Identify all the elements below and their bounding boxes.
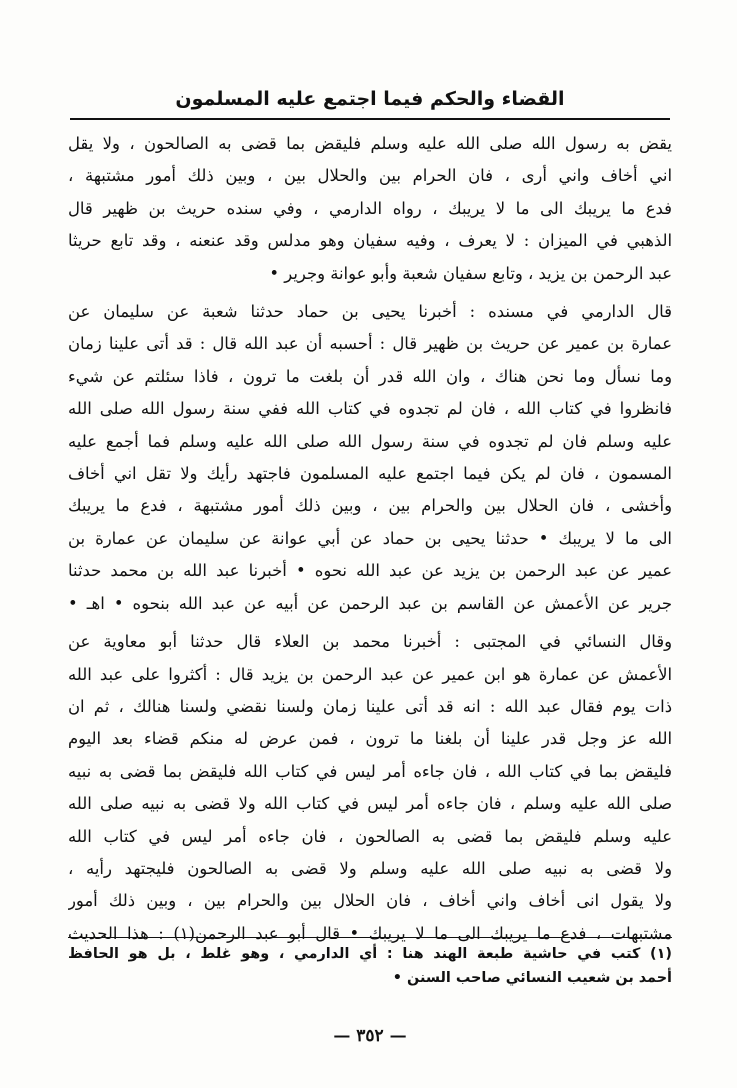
running-head: القضاء والحكم فيما اجتمع عليه المسلمون	[175, 88, 565, 110]
paragraph-3	[68, 626, 672, 950]
text-line: عمارة بن عمير عن حريث بن ظهير قال : أحسبه أن عبد الله قال : قد أتى علينا زمان	[68, 334, 672, 354]
paragraph-1	[68, 128, 672, 290]
text-line: فليقض بما في كتاب الله ، فان جاءه أمر ليس في كتاب الله فليقض بما قضى به نبيه	[68, 761, 672, 781]
paragraph-2	[68, 296, 672, 620]
footnote-line: أحمد بن شعيب النسائي صاحب السنن •	[392, 970, 672, 986]
text-line: عبد الرحمن بن يزيد ، وتابع سفيان شعبة وأبو عوانة وجرير •	[269, 263, 672, 283]
text-line: الله عز وجل قدر علينا أن بلغنا ما ترون ، فمن عرض له منكم قضاء بعد اليوم	[68, 729, 672, 749]
text-line: ذات يوم فقال عبد الله : انه قد أتى علينا زمان ولسنا نقضي ولسنا هنالك ، ثم ان	[68, 696, 672, 716]
header-rule	[70, 118, 670, 120]
footnote-line: (١) كتب في حاشية طبعة الهند هنا : أي الدارمي ، وهو غلط ، بل هو الحافظ	[68, 946, 672, 962]
text-line: مشتبهات ، فدع ما يريبك الى ما لا يريبك • قال أبو عبد الرحمن(١) : هذا الحديث	[68, 923, 672, 943]
text-line: جرير عن الأعمش عن القاسم بن عبد الرحمن عن أبيه عن عبد الله بنحوه • اهـ •	[68, 593, 672, 613]
text-line: عليه وسلم فليقض بما قضى به الصالحون ، فان جاءه أمر ليس في كتاب الله	[68, 826, 672, 846]
text-line: وأخشى ، فان الحلال بين والحرام بين ، وبين ذلك أمور مشتبهة ، فدع ما يريبك	[68, 496, 672, 516]
footnote-rule	[68, 937, 672, 938]
text-line: صلى الله عليه وسلم ، فان جاءه أمر ليس في كتاب الله ولا قضى به نبيه صلى الله	[68, 794, 672, 814]
text-line: ولا قضى به نبيه صلى الله عليه وسلم ولا قضى به الصالحون فليجتهد رأيه ،	[68, 858, 672, 878]
text-line: يقض به رسول الله صلى الله عليه وسلم فليقض بما قضى به الصالحون ، ولا يقل	[68, 134, 672, 153]
text-line: ولا يقول انى أخاف واني أخاف ، فان الحلال بين والحرام بين ، وبين ذلك أمور	[68, 891, 672, 911]
main-text	[68, 128, 672, 950]
text-line: الى ما لا يريبك • حدثنا يحيى بن حماد عن أبي عوانة عن سليمان عن عمارة بن	[68, 528, 672, 548]
footnote	[68, 942, 672, 990]
text-line: اني أخاف واني أرى ، فان الحرام بين والحلال بين ، وبين ذلك أمور مشتبهة ،	[68, 166, 672, 186]
text-line: وما نسأل وما نحن هناك ، وان الله قدر أن بلغت ما ترون ، فاذا سئلتم عن شيء	[68, 366, 672, 386]
text-line: عمير عن عبد الرحمن بن يزيد عن عبد الله نحوه • أخبرنا عبد الله بن محمد حدثنا	[68, 561, 672, 581]
text-line: فانظروا في كتاب الله ، فان لم تجدوه في كتاب الله ففي سنة رسول الله صلى الله	[68, 399, 672, 419]
text-line: وقال النسائي في المجتبى : أخبرنا محمد بن العلاء قال حدثنا أبو معاوية عن	[68, 632, 672, 652]
page-number: — ٣٥٢ —	[333, 1026, 407, 1046]
text-line: المسمون ، فان لم يكن فيما اجتمع عليه المسلمون فاجتهد رأيك ولا تقل اني أخاف	[68, 464, 672, 484]
text-line: الأعمش عن عمارة هو ابن عمير عن عبد الرحمن بن يزيد قال : أكثروا على عبد الله	[68, 664, 672, 684]
text-line: فدع ما يريبك الى ما لا يريبك ، رواه الدارمي ، وفي سنده حريث بن ظهير قال	[68, 198, 672, 218]
text-line: عليه وسلم فان لم تجدوه في سنة رسول الله صلى الله عليه وسلم فما أجمع عليه	[68, 431, 672, 451]
text-line: قال الدارمي في مسنده : أخبرنا يحيى بن حماد حدثنا شعبة عن سليمان عن	[68, 302, 672, 322]
text-line: الذهبي في الميزان : لا يعرف ، وفيه سفيان وهو مدلس وقد عنعنه ، وقد تابع حريثا	[68, 231, 672, 251]
